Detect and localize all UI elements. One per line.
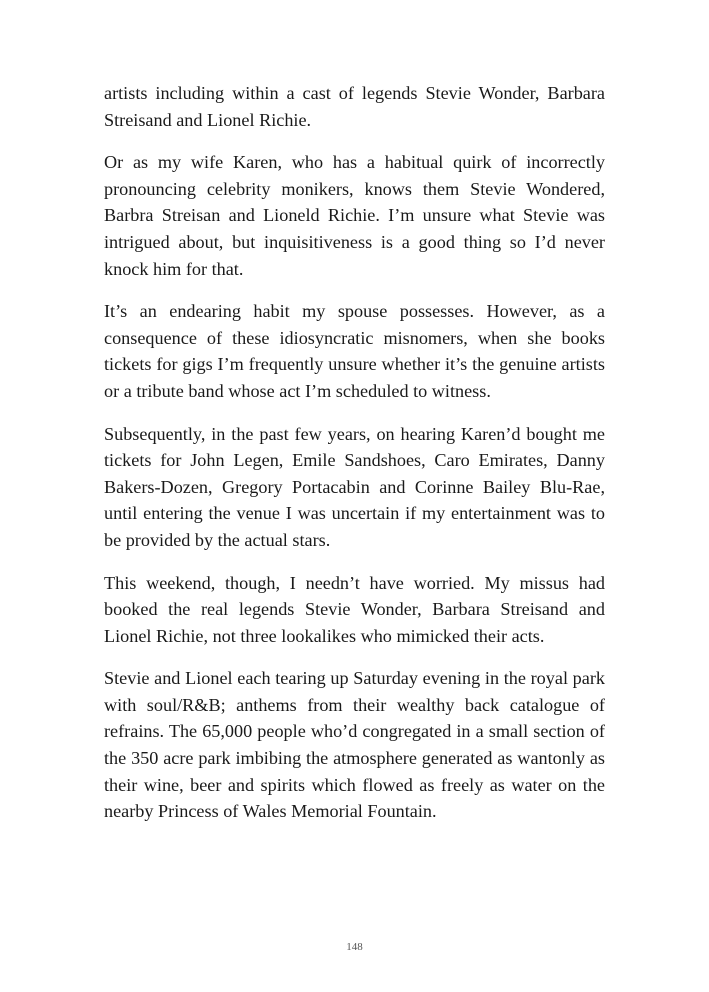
paragraph-4: Subsequently, in the past few years, on hearing Karen’d bought me tickets for John Legen, Emile Sandshoes, Caro Emirates, Danny Bakers-Dozen, Gregory Portacabin and Corinne Bailey Blu-Rae, until entering the venue I was uncertain if my entertainment was to be provided by the actual stars. — [104, 423, 605, 550]
paragraph-6: Stevie and Lionel each tearing up Saturday evening in the royal park with soul/R&B; anthems from their wealthy back catalogue of refrains. The 65,000 people who’d congregated in a small section of the 350 acre park imbibing the atmosphere generated as wantonly as their wine, beer and spirits which flowed as freely as water on the nearby Princess of Wales Memorial Fountain. — [104, 668, 605, 822]
paragraph-1: artists including within a cast of legends Stevie Wonder, Barbara Streisand and Lionel Richie. — [104, 83, 605, 130]
paragraph-5: This weekend, though, I needn’t have worried. My missus had booked the real legends Stevie Wonder, Barbara Streisand and Lionel Richie, not three lookalikes who mimicked their acts. — [104, 572, 605, 646]
paragraph-2: Or as my wife Karen, who has a habitual quirk of incorrectly pronouncing celebrity monikers, knows them Stevie Wondered, Barbra Streisan and Lioneld Richie. I’m unsure what Stevie was intrigued about, but inquisitiveness is a good thing so I’d never knock him for that. — [104, 152, 605, 279]
body-text — [104, 80, 605, 841]
page-number: 148 — [346, 941, 363, 953]
paragraph-3: It’s an endearing habit my spouse possesses. However, as a consequence of these idiosyncratic misnomers, when she books tickets for gigs I’m frequently unsure whether it’s the genuine artists or a tribute band whose act I’m scheduled to witness. — [104, 301, 605, 401]
